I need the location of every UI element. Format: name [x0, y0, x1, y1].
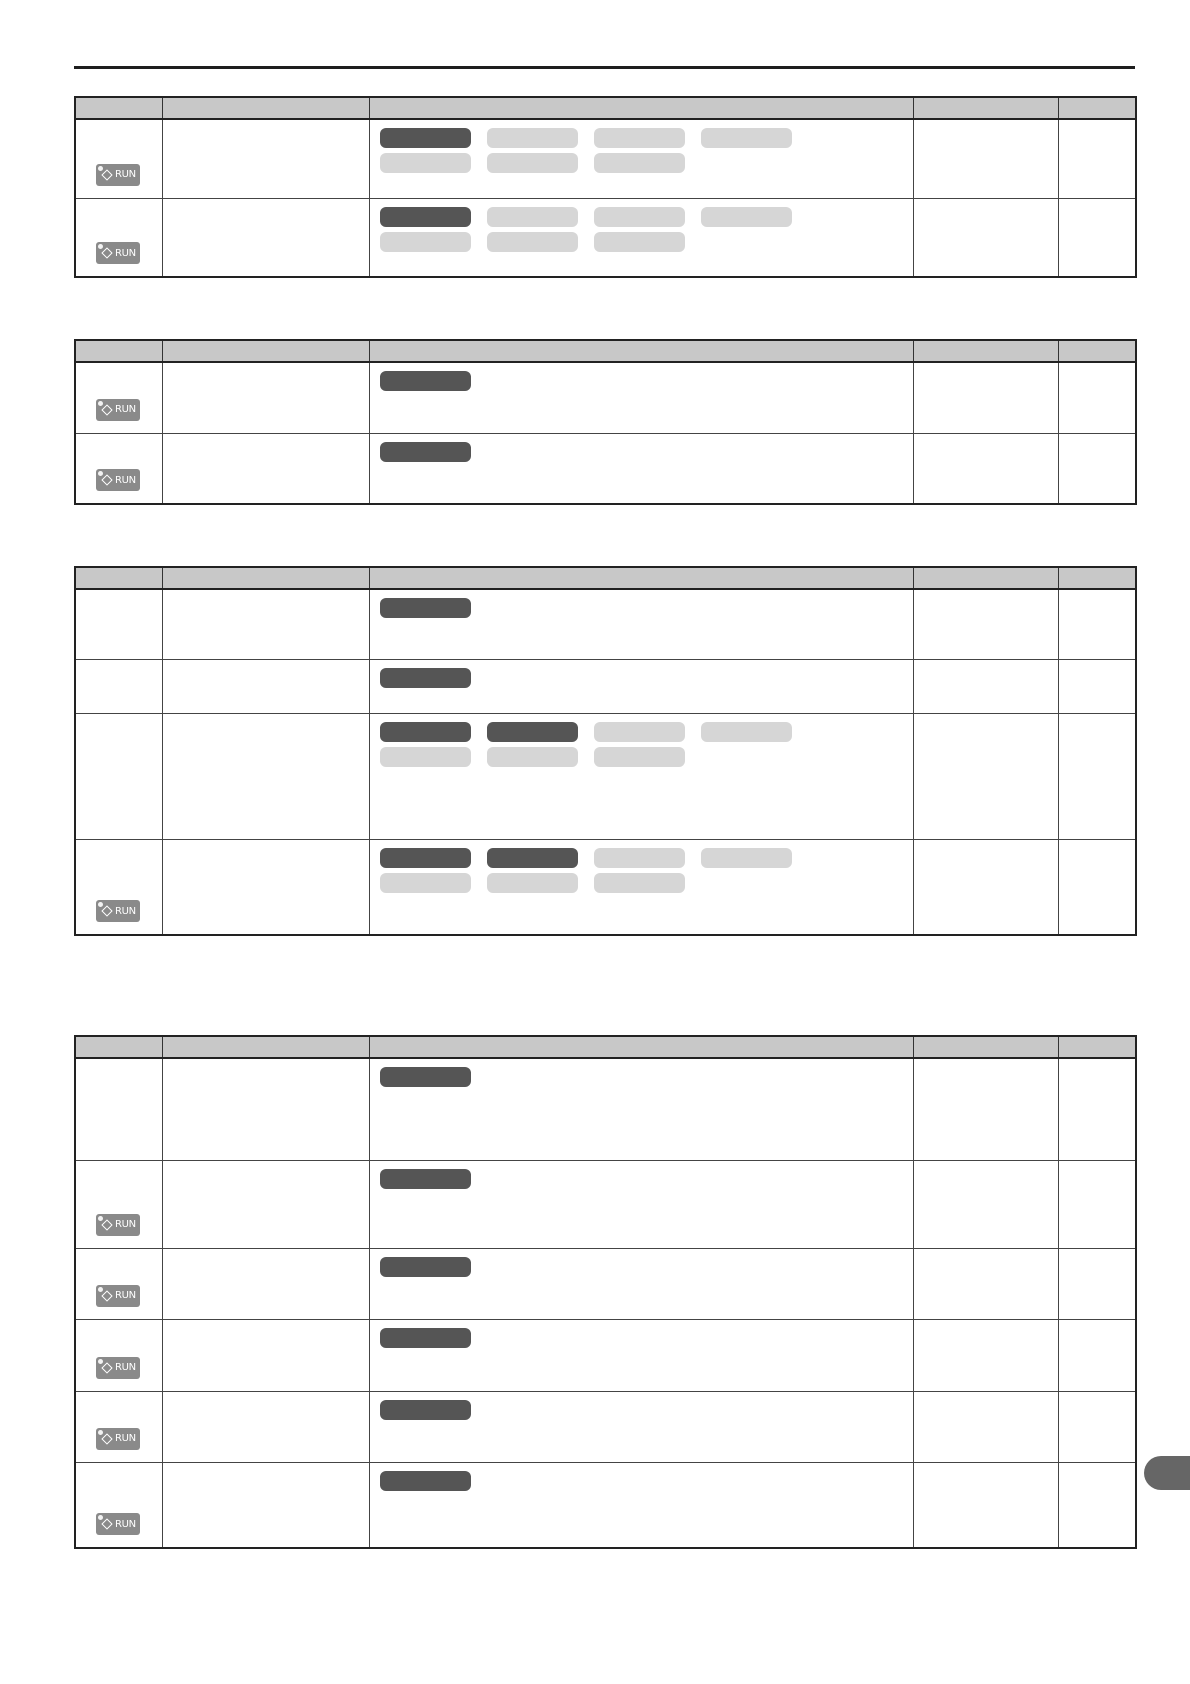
table-row	[75, 713, 1136, 839]
desc-cell	[369, 119, 913, 198]
desc-cell	[369, 362, 913, 433]
name-cell	[162, 198, 369, 277]
run-badge	[96, 399, 140, 421]
no-cell	[75, 659, 162, 713]
setting-cell	[913, 1391, 1058, 1462]
diamond-icon	[101, 1219, 112, 1230]
mode-pill	[380, 153, 471, 173]
mode-pill	[380, 848, 471, 868]
no-cell	[75, 1391, 162, 1462]
run-label: RUN	[115, 247, 136, 259]
run-badge	[96, 1285, 140, 1307]
setting-cell	[913, 839, 1058, 935]
table-row	[75, 1248, 1136, 1319]
run-label: RUN	[115, 905, 136, 917]
control-mode-pills	[380, 668, 800, 688]
mode-pill	[380, 232, 471, 252]
mode-pill	[487, 232, 578, 252]
setting-cell	[913, 1160, 1058, 1248]
run-badge	[96, 1428, 140, 1450]
control-mode-pills	[380, 1471, 800, 1491]
diamond-icon	[101, 1433, 112, 1444]
desc-cell	[369, 1248, 913, 1319]
param-table-3	[74, 566, 1137, 936]
led-icon	[98, 1359, 103, 1364]
name-cell	[162, 362, 369, 433]
control-mode-pills	[380, 371, 800, 391]
header-cell	[1058, 340, 1136, 362]
mode-pill	[487, 153, 578, 173]
page-cell	[1058, 119, 1136, 198]
table-row	[75, 433, 1136, 504]
run-badge	[96, 242, 140, 264]
table-row	[75, 1319, 1136, 1391]
desc-cell	[369, 433, 913, 504]
mode-pill	[380, 722, 471, 742]
mode-pill	[487, 747, 578, 767]
header-cell	[913, 97, 1058, 119]
table-header	[75, 1036, 1136, 1058]
table-row	[75, 839, 1136, 935]
desc-cell	[369, 1391, 913, 1462]
page-cell	[1058, 1160, 1136, 1248]
table-row	[75, 198, 1136, 277]
setting-cell	[913, 589, 1058, 659]
control-mode-pills	[380, 128, 800, 173]
mode-pill	[701, 128, 792, 148]
mode-pill	[594, 848, 685, 868]
setting-cell	[913, 198, 1058, 277]
setting-cell	[913, 119, 1058, 198]
no-cell	[75, 1248, 162, 1319]
run-label: RUN	[115, 404, 136, 415]
no-cell	[75, 362, 162, 433]
page-cell	[1058, 1058, 1136, 1160]
control-mode-pills	[380, 1067, 800, 1087]
page-cell	[1058, 589, 1136, 659]
mode-pill	[487, 848, 578, 868]
mode-pill	[380, 371, 471, 391]
desc-cell	[369, 1319, 913, 1391]
setting-cell	[913, 1058, 1058, 1160]
control-mode-pills	[380, 207, 800, 252]
page-cell	[1058, 1248, 1136, 1319]
mode-pill	[594, 153, 685, 173]
header-cell	[369, 1036, 913, 1058]
run-badge	[96, 1513, 140, 1535]
no-cell	[75, 839, 162, 935]
no-cell	[75, 1462, 162, 1548]
mode-pill	[380, 442, 471, 462]
table-row	[75, 362, 1136, 433]
led-icon	[98, 1216, 103, 1221]
diamond-icon	[101, 169, 112, 180]
setting-cell	[913, 433, 1058, 504]
header-cell	[75, 1036, 162, 1058]
header-cell	[75, 340, 162, 362]
mode-pill	[487, 873, 578, 893]
no-cell	[75, 589, 162, 659]
diamond-icon	[101, 247, 112, 258]
mode-pill	[380, 207, 471, 227]
diamond-icon	[101, 474, 112, 485]
mode-pill	[701, 722, 792, 742]
mode-pill	[701, 207, 792, 227]
chapter-tab	[1144, 1456, 1190, 1490]
header-cell	[75, 567, 162, 589]
name-cell	[162, 659, 369, 713]
setting-cell	[913, 1248, 1058, 1319]
mode-pill	[380, 1169, 471, 1189]
mode-pill	[380, 1257, 471, 1277]
control-mode-pills	[380, 1400, 800, 1420]
header-cell	[162, 340, 369, 362]
header-cell	[1058, 97, 1136, 119]
header-cell	[162, 97, 369, 119]
no-cell	[75, 198, 162, 277]
name-cell	[162, 589, 369, 659]
diamond-icon	[101, 1518, 112, 1529]
run-badge	[96, 469, 140, 491]
mode-pill	[380, 1328, 471, 1348]
header-cell	[1058, 567, 1136, 589]
table-row	[75, 119, 1136, 198]
param-table-1	[74, 96, 1137, 278]
run-badge	[96, 900, 140, 922]
mode-pill	[380, 598, 471, 618]
page-cell	[1058, 1391, 1136, 1462]
no-cell	[75, 1160, 162, 1248]
name-cell	[162, 1248, 369, 1319]
name-cell	[162, 1391, 369, 1462]
desc-cell	[369, 659, 913, 713]
name-cell	[162, 119, 369, 198]
param-table-4	[74, 1035, 1137, 1549]
diamond-icon	[101, 404, 112, 415]
table-row	[75, 659, 1136, 713]
mode-pill	[380, 128, 471, 148]
desc-cell	[369, 1462, 913, 1548]
page-cell	[1058, 362, 1136, 433]
desc-cell	[369, 1058, 913, 1160]
header-cell	[369, 97, 913, 119]
table-row	[75, 1391, 1136, 1462]
run-badge	[96, 1357, 140, 1379]
run-label: RUN	[115, 1290, 136, 1301]
mode-pill	[594, 747, 685, 767]
no-cell	[75, 433, 162, 504]
no-cell	[75, 1058, 162, 1160]
table-row	[75, 1058, 1136, 1160]
name-cell	[162, 1462, 369, 1548]
name-cell	[162, 1319, 369, 1391]
mode-pill	[380, 1067, 471, 1087]
run-label: RUN	[115, 1362, 136, 1373]
mode-pill	[487, 207, 578, 227]
top-rule	[74, 66, 1135, 69]
no-cell	[75, 1319, 162, 1391]
control-mode-pills	[380, 442, 800, 462]
setting-cell	[913, 362, 1058, 433]
setting-cell	[913, 713, 1058, 839]
page-cell	[1058, 1462, 1136, 1548]
control-mode-pills	[380, 1169, 800, 1189]
header-cell	[1058, 1036, 1136, 1058]
mode-pill	[594, 128, 685, 148]
name-cell	[162, 433, 369, 504]
mode-pill	[701, 848, 792, 868]
mode-pill	[380, 747, 471, 767]
control-mode-pills	[380, 722, 800, 767]
table-header	[75, 97, 1136, 119]
header-cell	[162, 567, 369, 589]
table-row	[75, 1462, 1136, 1548]
run-badge	[96, 1214, 140, 1236]
header-cell	[913, 1036, 1058, 1058]
table-header	[75, 567, 1136, 589]
setting-cell	[913, 1319, 1058, 1391]
mode-pill	[487, 722, 578, 742]
mode-pill	[594, 722, 685, 742]
desc-cell	[369, 839, 913, 935]
mode-pill	[380, 668, 471, 688]
page-cell	[1058, 433, 1136, 504]
name-cell	[162, 713, 369, 839]
param-table-2	[74, 339, 1137, 505]
control-mode-pills	[380, 848, 800, 893]
run-label: RUN	[115, 474, 136, 486]
run-label: RUN	[115, 169, 136, 180]
header-cell	[369, 567, 913, 589]
page-cell	[1058, 713, 1136, 839]
diamond-icon	[101, 1290, 112, 1301]
table-row	[75, 1160, 1136, 1248]
mode-pill	[594, 873, 685, 893]
header-cell	[913, 340, 1058, 362]
page-cell	[1058, 839, 1136, 935]
header-cell	[162, 1036, 369, 1058]
run-label: RUN	[115, 1433, 136, 1444]
diamond-icon	[101, 905, 112, 916]
led-icon	[98, 471, 103, 476]
desc-cell	[369, 713, 913, 839]
name-cell	[162, 1160, 369, 1248]
control-mode-pills	[380, 1257, 800, 1277]
header-cell	[913, 567, 1058, 589]
mode-pill	[380, 1471, 471, 1491]
run-label: RUN	[115, 1518, 136, 1530]
page-cell	[1058, 1319, 1136, 1391]
led-icon	[98, 166, 103, 171]
run-label: RUN	[115, 1219, 136, 1230]
desc-cell	[369, 1160, 913, 1248]
led-icon	[98, 1287, 103, 1292]
led-icon	[98, 244, 103, 249]
mode-pill	[594, 232, 685, 252]
mode-pill	[594, 207, 685, 227]
run-badge	[96, 164, 140, 186]
header-cell	[369, 340, 913, 362]
desc-cell	[369, 198, 913, 277]
name-cell	[162, 839, 369, 935]
led-icon	[98, 902, 103, 907]
table-header	[75, 340, 1136, 362]
control-mode-pills	[380, 1328, 800, 1348]
page-cell	[1058, 659, 1136, 713]
setting-cell	[913, 1462, 1058, 1548]
name-cell	[162, 1058, 369, 1160]
diamond-icon	[101, 1362, 112, 1373]
desc-cell	[369, 589, 913, 659]
led-icon	[98, 1515, 103, 1520]
header-cell	[75, 97, 162, 119]
mode-pill	[380, 873, 471, 893]
setting-cell	[913, 659, 1058, 713]
table-row	[75, 589, 1136, 659]
mode-pill	[380, 1400, 471, 1420]
page-cell	[1058, 198, 1136, 277]
led-icon	[98, 1430, 103, 1435]
control-mode-pills	[380, 598, 800, 618]
no-cell	[75, 713, 162, 839]
no-cell	[75, 119, 162, 198]
mode-pill	[487, 128, 578, 148]
led-icon	[98, 401, 103, 406]
